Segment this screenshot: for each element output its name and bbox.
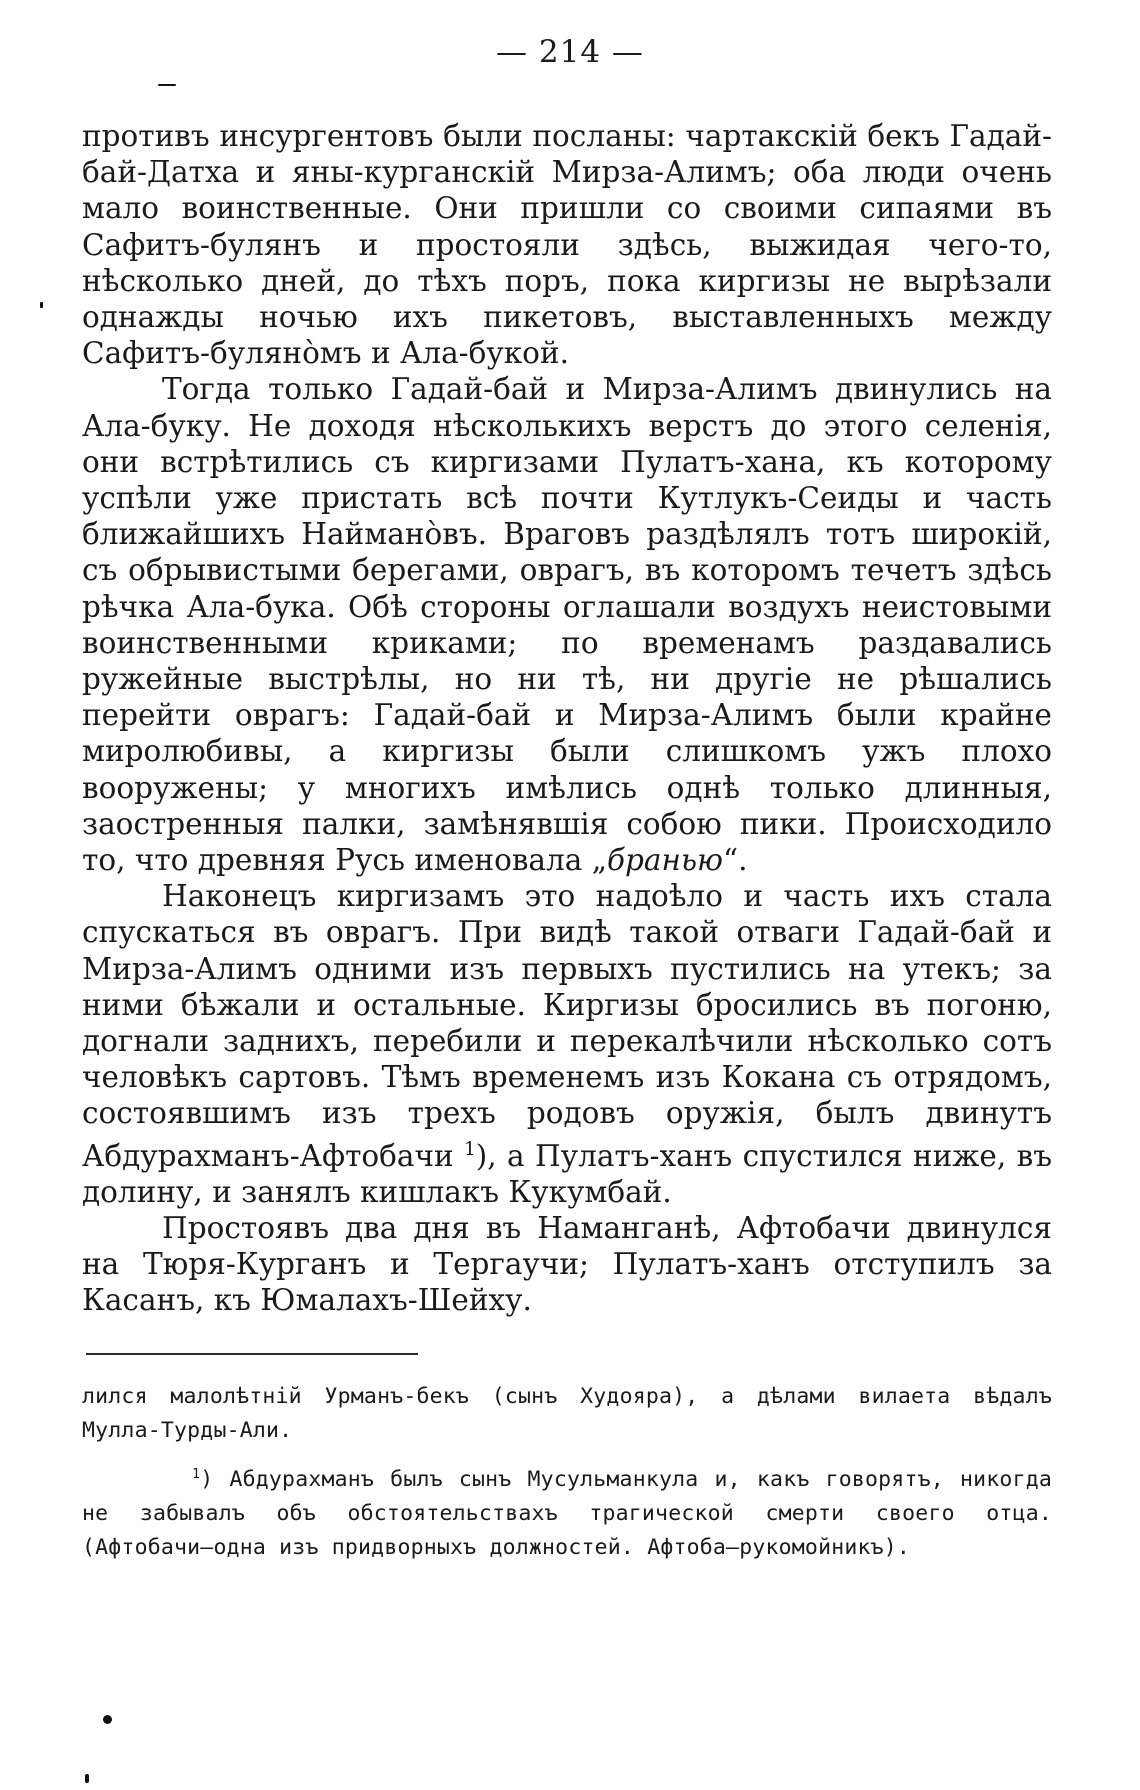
quote-open: „ — [591, 843, 608, 878]
paragraph-2-text: Тогда только Гадай-бай и Мирза-Алимъ двинулись на Ала-буку. Не доходя нѣсколькихъ верстъ до этого селенія, они встрѣтились съ киргизами Пулатъ-хана, къ которому успѣли уже пристать всѣ почти Кутлукъ-Сеиды и часть ближайшихъ Найманòвъ. Враговъ раздѣлялъ тотъ широкій, съ обрывистыми берегами, оврагъ, въ которомъ течетъ здѣсь рѣчка Ала-бука. Обѣ стороны оглашали воздухъ неистовыми воинственными криками; по временамъ раздавались ружейные выстрѣлы, но ни тѣ, ни другіе не рѣшались перейти оврагъ: Гадай-бай и Мирза-Алимъ были крайне миролюбивы, а киргизы были слишкомъ ужъ плохо вооружены; у многихъ имѣлись однѣ только длинныя, заостренныя палки, замѣнявшія собою пики. Происходило то, что древняя Русь именовала — [82, 372, 1052, 878]
main-text — [82, 118, 1052, 1319]
paragraph-3-text: Наконецъ киргизамъ это надоѣло и часть ихъ стала спускаться въ оврагъ. При видѣ такой отваги Гадай-бай и Мирза-Алимъ одними изъ первыхъ пустились на утекъ; за ними бѣжали и остальные. Киргизы бросились въ погоню, догнали заднихъ, перебили и перекалѣчили нѣсколько сотъ человѣкъ сартовъ. Тѣмъ временемъ изъ Кокана съ отрядомъ, состоявшимъ изъ трехъ родовъ оружія, былъ двинутъ Абдурахманъ-Афтобачи — [82, 879, 1052, 1173]
ink-speck — [85, 1774, 89, 1783]
footnote-1 — [82, 1458, 1052, 1565]
quote-close: “. — [723, 843, 748, 878]
footnotes — [82, 1380, 1052, 1565]
ink-speck — [40, 302, 43, 308]
footnote-continuation: лился малолѣтній Урманъ-бекъ (сынъ Худояра), а дѣлами вилаета вѣдалъ Мулла-Турды-Али. — [82, 1384, 1052, 1443]
footnote-1-text: ) Абдурахманъ былъ сынъ Мусульманкула и, какъ говорятъ, никогда не забывалъ объ обстоятельствахъ трагической смерти своего отца. (Афтобачи—одна изъ придворныхъ должностей. Афтоба—рукомойникъ). — [82, 1467, 1052, 1561]
paragraph-4: Простоявъ два дня въ Наманганѣ, Афтобачи двинулся на Тюря-Курганъ и Тергаучи; Пулатъ-ханъ отступилъ за Касанъ, къ Юмалахъ-Шейху. — [82, 1210, 1052, 1318]
footnote-1-mark: 1 — [192, 1467, 201, 1482]
footnote-reference[interactable]: 1 — [464, 1138, 476, 1160]
ink-speck — [158, 84, 176, 86]
paragraph-3-text-after: ), а Пулатъ-ханъ спустился ниже, въ долину, и занялъ кишлакъ Кукумбай. — [82, 1138, 1052, 1209]
paragraph-1: противъ инсургентовъ были посланы: чартакскій бекъ Гадай-бай-Датха и яны-курганскій Мирза-Алимъ; оба люди очень мало воинственные. Они пришли со своими сипаями въ Сафитъ-булянъ и простояли здѣсь, выжидая чего-то, нѣсколько дней, до тѣхъ поръ, пока киргизы не вырѣзали однажды ночью ихъ пикетовъ, выставленныхъ между Сафитъ-булянòмъ и Ала-букой. — [82, 119, 1052, 371]
ink-speck — [103, 1715, 112, 1724]
paragraph-2 — [82, 371, 1052, 878]
footnote-divider — [86, 1353, 418, 1355]
page-number: — 214 — — [496, 34, 644, 70]
quoted-word: бранью — [607, 843, 723, 878]
paragraph-3 — [82, 878, 1052, 1210]
